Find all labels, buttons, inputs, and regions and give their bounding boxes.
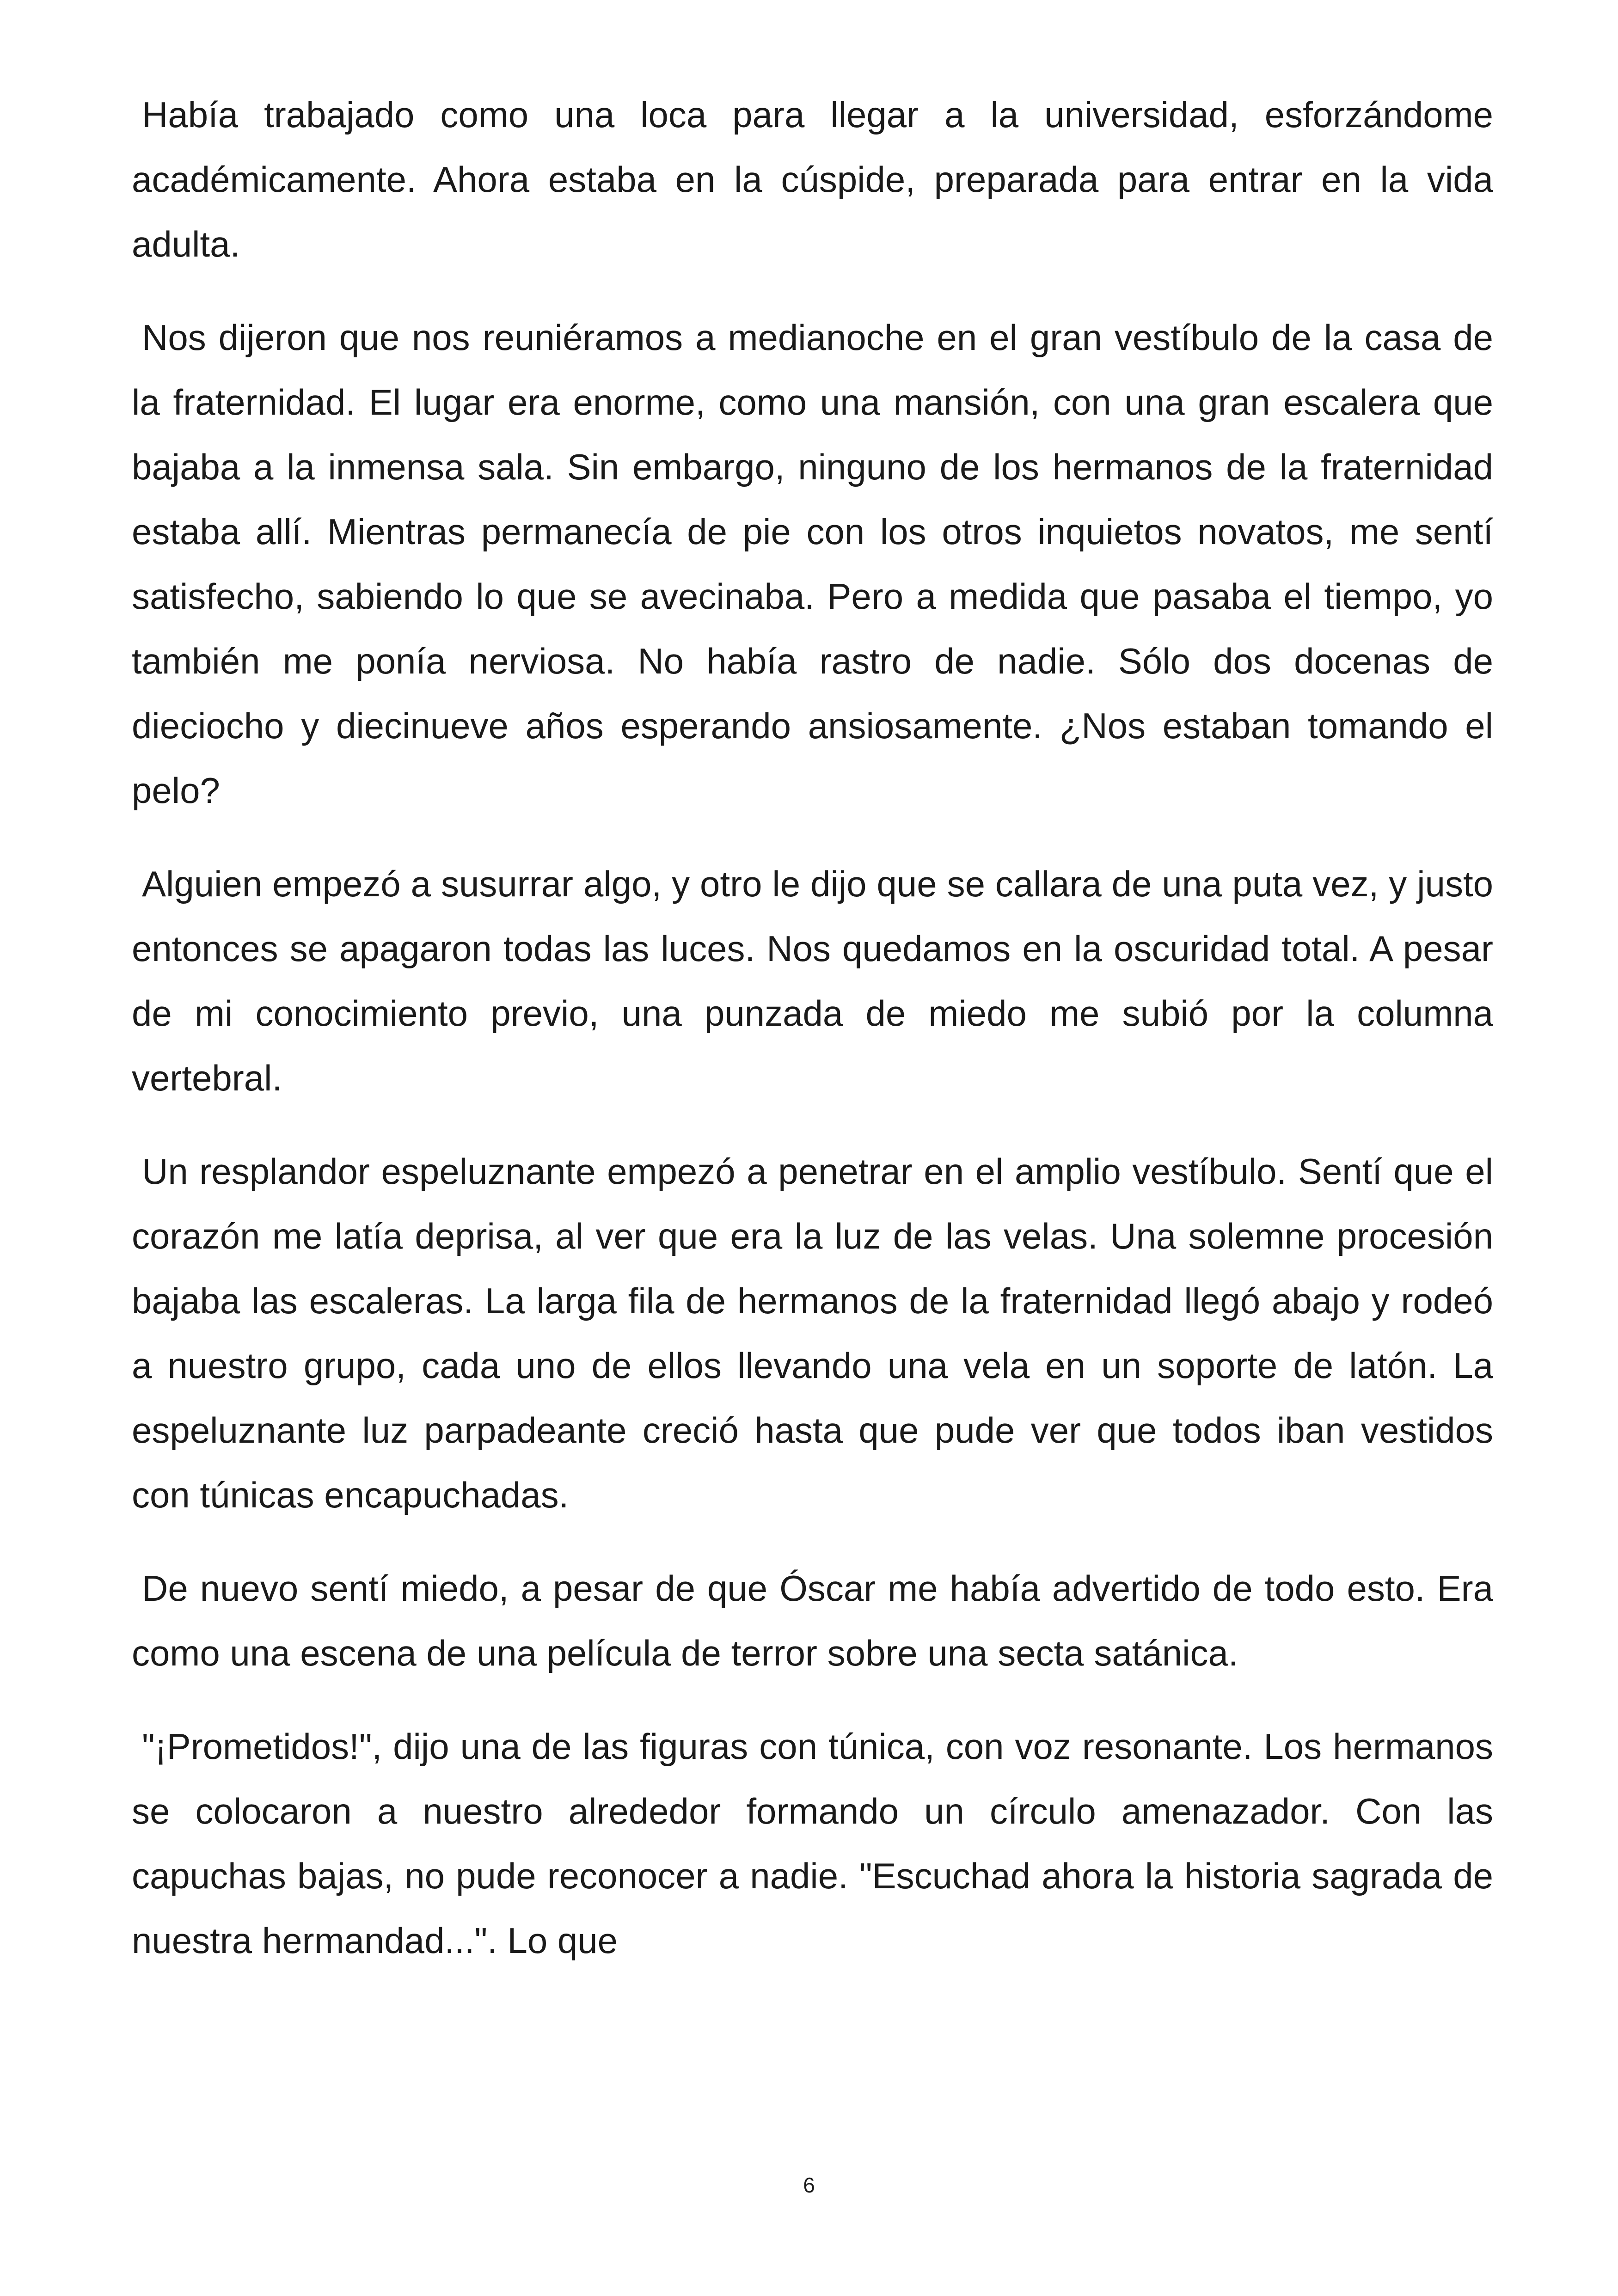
paragraph-6: "¡Prometidos!", dijo una de las figuras con túnica, con voz resonante. Los hermanos se colocaron a nuestro alrededor formando un círculo amenazador. Con las capuchas bajas, no pude reconocer a nadie. "Escuchad ahora la historia sagrada de nuestra hermandad...". Lo que (132, 1726, 1493, 1961)
paragraph-2: Nos dijeron que nos reuniéramos a medianoche en el gran vestíbulo de la casa de la fraternidad. El lugar era enorme, como una mansión, con una gran escalera que bajaba a la inmensa sala. Sin embargo, ninguno de los hermanos de la fraternidad estaba allí. Mientras permanecía de pie con los otros inquietos novatos, me sentí satisfecho, sabiendo lo que se avecinaba. Pero a medida que pasaba el tiempo, yo también me ponía nerviosa. No había rastro de nadie. Sólo dos docenas de dieciocho y diecinueve años esperando ansiosamente. ¿Nos estaban tomando el pelo? (132, 317, 1493, 811)
paragraph-4: Un resplandor espeluznante empezó a penetrar en el amplio vestíbulo. Sentí que el corazón me latía deprisa, al ver que era la luz de las velas. Una solemne procesión bajaba las escaleras. La larga fila de hermanos de la fraternidad llegó abajo y rodeó a nuestro grupo, cada uno de ellos llevando una vela en un soporte de latón. La espeluznante luz parpadeante creció hasta que pude ver que todos iban vestidos con túnicas encapuchadas. (132, 1151, 1493, 1515)
paragraph-3: Alguien empezó a susurrar algo, y otro le dijo que se callara de una puta vez, y justo entonces se apagaron todas las luces. Nos quedamos en la oscuridad total. A pesar de mi conocimiento previo, una punzada de miedo me subió por la columna vertebral. (132, 863, 1493, 1098)
paragraph-5: De nuevo sentí miedo, a pesar de que Óscar me había advertido de todo esto. Era como una escena de una película de terror sobre una secta satánica. (132, 1568, 1493, 1673)
body-text (132, 82, 1493, 2002)
page-number: 6 (803, 2173, 815, 2197)
paragraph-1: Había trabajado como una loca para llegar a la universidad, esforzándome académicamente. Ahora estaba en la cúspide, preparada para entrar en la vida adulta. (132, 94, 1493, 264)
